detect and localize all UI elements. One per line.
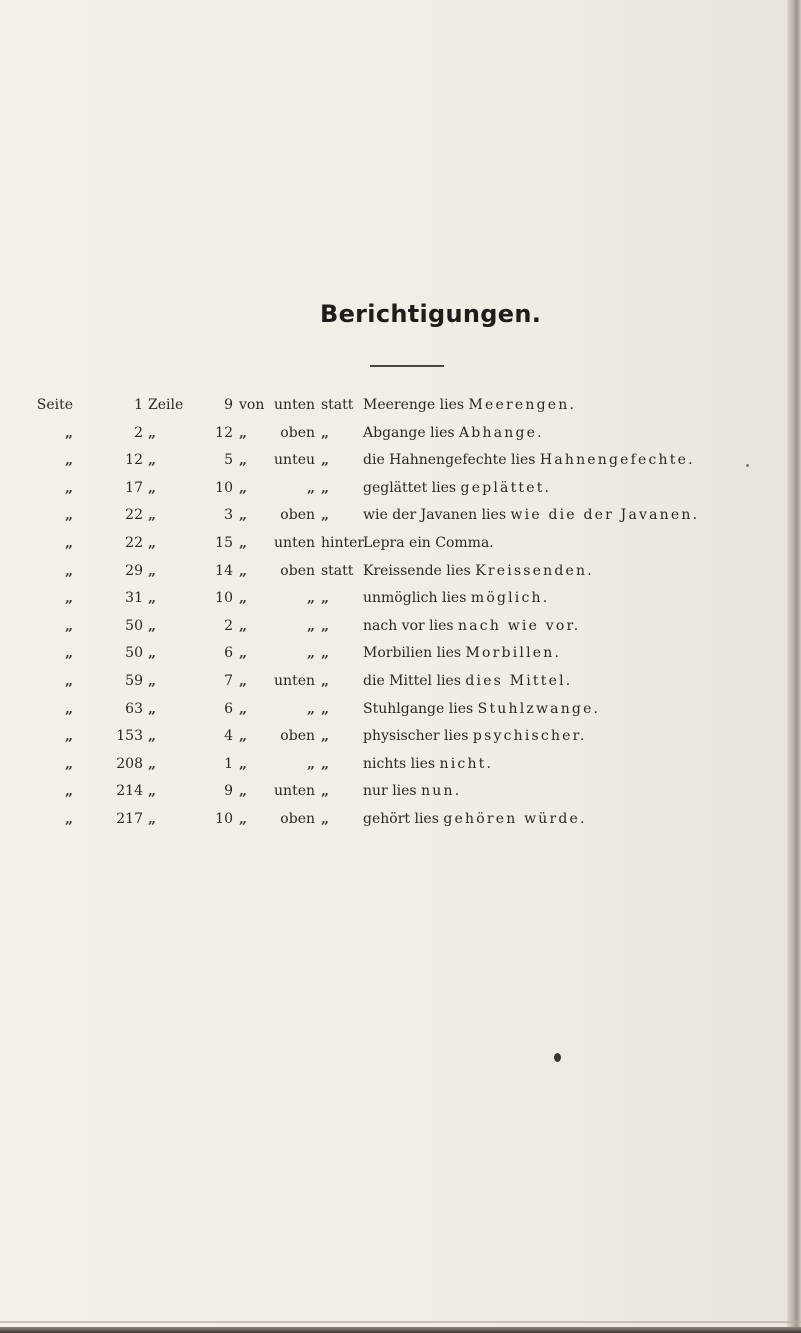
zeile-ditto: „: [148, 672, 157, 689]
lies-label: lies: [414, 810, 439, 827]
von-ditto: „: [239, 645, 248, 662]
position-label: „: [306, 590, 315, 607]
lies-label: lies: [392, 783, 417, 800]
page-number: 22: [125, 507, 143, 524]
lies-label: lies: [439, 397, 465, 413]
line-number: 2: [224, 617, 233, 634]
seite-ditto: „: [64, 452, 73, 469]
page-number: 208: [116, 755, 143, 772]
page-speck: [746, 464, 749, 467]
errata-row: [33, 561, 793, 589]
correction-text: [363, 561, 594, 581]
von-ditto: „: [239, 562, 248, 579]
statt-label: „: [321, 728, 330, 745]
seite-ditto: „: [64, 700, 73, 717]
page-number: 50: [125, 645, 143, 662]
page-number: 12: [125, 452, 143, 469]
von-ditto: „: [239, 783, 248, 800]
statt-label: „: [321, 645, 330, 662]
statt-label: „: [321, 810, 330, 827]
correct-text: möglich.: [470, 590, 550, 607]
errata-row: [33, 671, 793, 699]
page-number: 1: [134, 397, 143, 413]
statt-label: „: [321, 479, 330, 496]
page-number: 59: [125, 672, 143, 689]
page-speck: [554, 1053, 561, 1062]
errata-row: [33, 588, 793, 616]
position-label: „: [306, 700, 315, 717]
page-number: 17: [125, 479, 143, 496]
errata-rows: [33, 423, 793, 837]
correct-text: Kreissenden.: [475, 562, 594, 579]
zeile-ditto: „: [148, 452, 157, 469]
position-label: unten: [274, 397, 315, 413]
correction-text: [363, 726, 587, 746]
line-number: 14: [215, 562, 233, 579]
statt-label: „: [321, 755, 330, 772]
statt-label: „: [321, 424, 330, 441]
von-ditto: „: [239, 507, 248, 524]
correction-text: [363, 395, 576, 415]
errata-table: [33, 395, 793, 837]
errata-row: [33, 505, 793, 533]
correction-text: [363, 699, 600, 719]
line-number: 4: [224, 728, 233, 745]
wrong-text: die Hahnengefechte: [363, 452, 507, 469]
correct-text: wie die der Javanen.: [510, 507, 700, 524]
position-label: unten: [274, 534, 315, 551]
correct-text: Stuhlzwange.: [477, 700, 601, 717]
position-label: unten: [274, 783, 315, 800]
statt-label: statt: [321, 397, 354, 413]
page-number: 63: [125, 700, 143, 717]
zeile-ditto: „: [148, 617, 157, 634]
page-number: 214: [116, 783, 143, 800]
page-title: Berichtigungen.: [320, 300, 542, 328]
correct-text: Morbillen.: [465, 645, 562, 662]
lies-label: lies: [436, 672, 461, 689]
statt-label: „: [321, 700, 330, 717]
errata-row: [33, 754, 793, 782]
line-number: 1: [224, 755, 233, 772]
errata-header-row: [33, 395, 793, 423]
correct-text: nun.: [421, 783, 462, 800]
seite-label: Seite: [36, 397, 73, 413]
seite-ditto: „: [64, 783, 73, 800]
position-label: „: [306, 645, 315, 662]
seite-ditto: „: [64, 479, 73, 496]
correct-text: geplättet.: [460, 479, 552, 496]
zeile-label: Zeile: [148, 397, 184, 413]
line-number: 6: [224, 700, 233, 717]
zeile-ditto: „: [148, 562, 157, 579]
position-label: oben: [280, 562, 315, 579]
von-ditto: „: [239, 672, 248, 689]
lies-label: lies: [481, 507, 507, 524]
wrong-text: nichts: [363, 755, 407, 772]
zeile-ditto: „: [148, 755, 157, 772]
wrong-text: wie der Javanen: [363, 507, 478, 524]
correction-text: [363, 450, 695, 470]
line-number: 9: [224, 783, 233, 800]
line-number: 10: [215, 590, 233, 607]
wrong-text: Abgange: [363, 424, 426, 441]
von-ditto: „: [239, 728, 248, 745]
seite-ditto: „: [64, 755, 73, 772]
zeile-ditto: „: [148, 783, 157, 800]
wrong-text: Meerenge: [363, 397, 436, 413]
correction-text: [363, 616, 580, 636]
line-number: 9: [224, 397, 233, 413]
wrong-text: physischer: [363, 728, 440, 745]
page-number: 50: [125, 617, 143, 634]
line-number: 10: [215, 810, 233, 827]
statt-label: hinter: [321, 534, 365, 551]
seite-ditto: „: [64, 534, 73, 551]
statt-label: „: [321, 617, 330, 634]
lies-label: lies: [448, 700, 474, 717]
position-label: „: [306, 617, 315, 634]
line-number: 6: [224, 645, 233, 662]
von-ditto: „: [239, 617, 248, 634]
wrong-text: Stuhlgange: [363, 700, 445, 717]
correct-text: Hahnengefechte.: [539, 452, 695, 469]
seite-ditto: „: [64, 590, 73, 607]
line-number: 12: [215, 424, 233, 441]
zeile-ditto: „: [148, 534, 157, 551]
position-label: oben: [280, 810, 315, 827]
correction-text: [363, 533, 494, 553]
von-label: von: [239, 397, 265, 413]
zeile-ditto: „: [148, 424, 157, 441]
page-number: 29: [125, 562, 143, 579]
wrong-text: die Mittel: [363, 672, 433, 689]
lies-label: lies: [436, 645, 462, 662]
line-number: 5: [224, 452, 233, 469]
correction-text: [363, 643, 561, 663]
von-ditto: „: [239, 700, 248, 717]
statt-label: „: [321, 507, 330, 524]
seite-ditto: „: [64, 810, 73, 827]
statt-label: „: [321, 783, 330, 800]
page-number: 217: [116, 810, 143, 827]
wrong-text: nur: [363, 783, 388, 800]
errata-row: [33, 423, 793, 451]
zeile-ditto: „: [148, 645, 157, 662]
page-bottom-line: [0, 1321, 801, 1323]
lies-label: lies: [441, 590, 467, 607]
statt-label: „: [321, 590, 330, 607]
wrong-text: Morbilien: [363, 645, 433, 662]
wrong-text: geglättet: [363, 479, 428, 496]
line-number: 3: [224, 507, 233, 524]
lies-label: lies: [511, 452, 536, 469]
errata-row: [33, 450, 793, 478]
statt-label: „: [321, 452, 330, 469]
zeile-ditto: „: [148, 700, 157, 717]
errata-row: [33, 643, 793, 671]
statt-label: „: [321, 672, 330, 689]
line-number: 10: [215, 479, 233, 496]
position-label: oben: [280, 507, 315, 524]
position-label: oben: [280, 728, 315, 745]
zeile-ditto: „: [148, 507, 157, 524]
title-rule: [370, 365, 444, 367]
correction-text: [363, 671, 572, 691]
seite-ditto: „: [64, 672, 73, 689]
page-number: 153: [116, 728, 143, 745]
von-ditto: „: [239, 590, 248, 607]
seite-ditto: „: [64, 507, 73, 524]
correction-text: [363, 423, 544, 443]
position-label: „: [306, 479, 315, 496]
line-number: 7: [224, 672, 233, 689]
errata-row: [33, 726, 793, 754]
errata-row: [33, 478, 793, 506]
zeile-ditto: „: [148, 810, 157, 827]
correct-text: Meerengen.: [468, 397, 577, 413]
von-ditto: „: [239, 479, 248, 496]
errata-row: [33, 699, 793, 727]
correction-text: [363, 754, 493, 774]
correct-text: gehören würde.: [443, 810, 587, 827]
position-label: unten: [274, 672, 315, 689]
wrong-text: unmöglich: [363, 590, 438, 607]
errata-row: [33, 781, 793, 809]
lies-label: lies: [429, 617, 454, 634]
correct-text: nicht.: [439, 755, 494, 772]
seite-ditto: „: [64, 562, 73, 579]
correct-text: nach wie vor.: [458, 617, 581, 634]
page-number: 31: [125, 590, 143, 607]
von-ditto: „: [239, 810, 248, 827]
correct-text: psychischer.: [472, 728, 587, 745]
position-label: oben: [280, 424, 315, 441]
lies-label: lies: [410, 755, 436, 772]
zeile-ditto: „: [148, 728, 157, 745]
wrong-text: gehört: [363, 810, 411, 827]
page-number: 22: [125, 534, 143, 551]
correction-text: [363, 505, 699, 525]
wrong-text: Lepra ein Comma.: [363, 534, 494, 551]
zeile-ditto: „: [148, 479, 157, 496]
zeile-ditto: „: [148, 590, 157, 607]
correction-text: [363, 781, 461, 801]
seite-ditto: „: [64, 645, 73, 662]
lies-label: lies: [430, 424, 455, 441]
von-ditto: „: [239, 534, 248, 551]
wrong-text: Kreissende: [363, 562, 442, 579]
lies-label: lies: [431, 479, 457, 496]
errata-row: [33, 809, 793, 837]
seite-ditto: „: [64, 728, 73, 745]
correction-text: [363, 809, 587, 829]
page-bottom-edge: [0, 1327, 801, 1333]
errata-row: [33, 533, 793, 561]
von-ditto: „: [239, 452, 248, 469]
statt-label: statt: [321, 562, 354, 579]
von-ditto: „: [239, 424, 248, 441]
page-number: 2: [134, 424, 143, 441]
errata-row: [33, 616, 793, 644]
position-label: unteu: [274, 452, 315, 469]
correct-text: Abhange.: [459, 424, 544, 441]
correction-text: [363, 478, 551, 498]
correct-text: dies Mittel.: [465, 672, 573, 689]
seite-ditto: „: [64, 617, 73, 634]
seite-ditto: „: [64, 424, 73, 441]
position-label: „: [306, 755, 315, 772]
line-number: 15: [215, 534, 233, 551]
wrong-text: nach vor: [363, 617, 425, 634]
lies-label: lies: [444, 728, 469, 745]
von-ditto: „: [239, 755, 248, 772]
correction-text: [363, 588, 549, 608]
lies-label: lies: [446, 562, 471, 579]
